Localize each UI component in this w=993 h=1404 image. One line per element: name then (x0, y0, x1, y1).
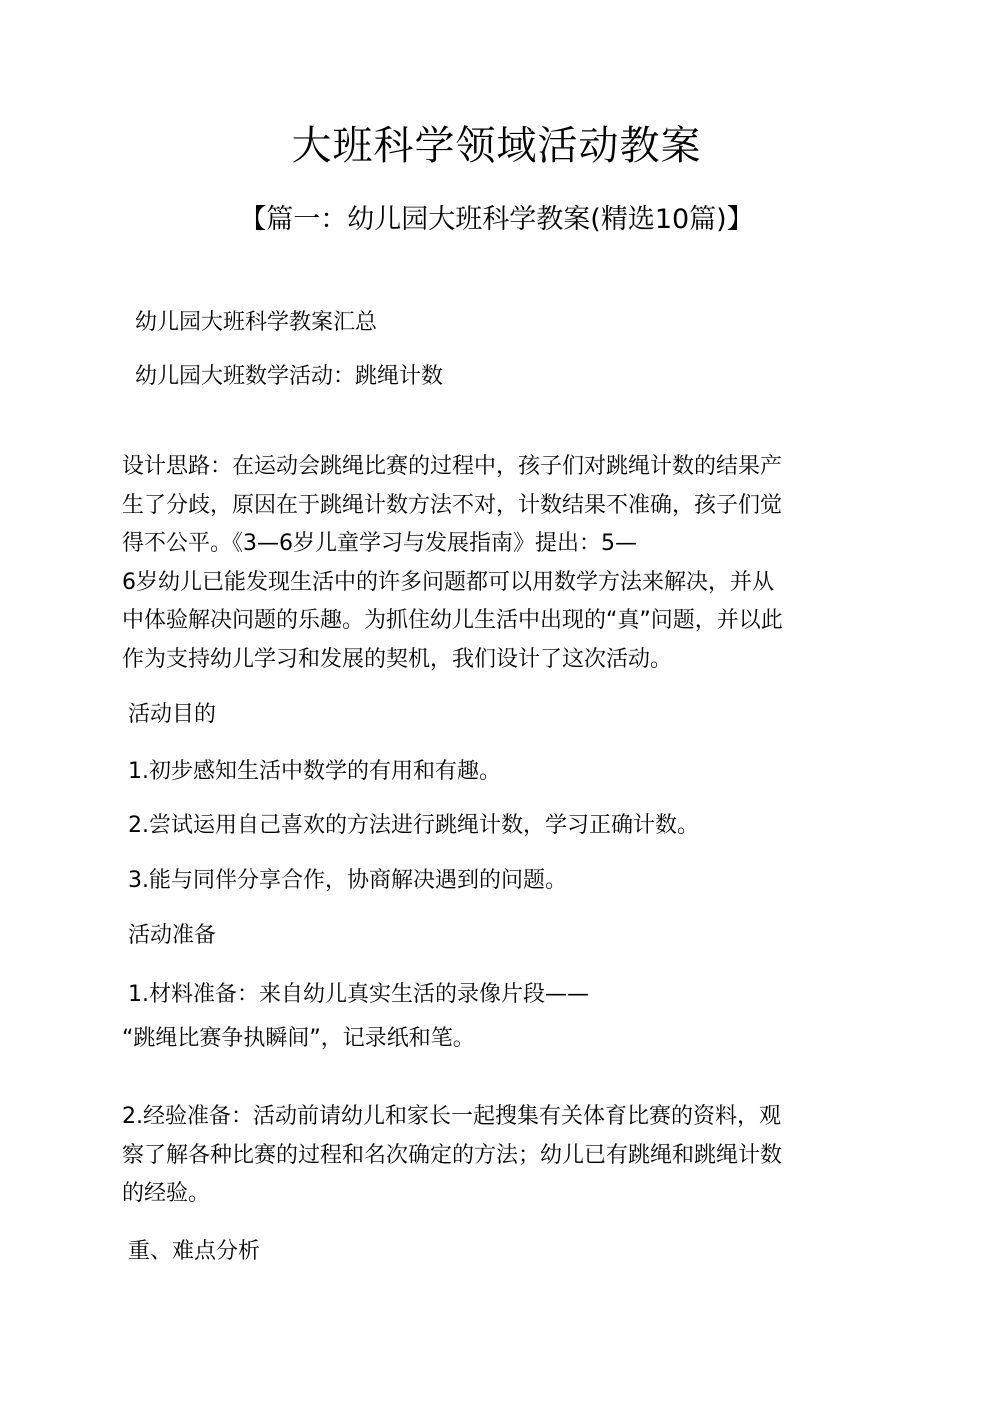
design-idea-line: 设计思路：在运动会跳绳比赛的过程中，孩子们对跳绳计数的结果产 (122, 454, 783, 479)
material-preparation (122, 973, 882, 1061)
activity-title: 幼儿园大班数学活动：跳绳计数 (135, 364, 444, 389)
preparation-heading: 活动准备 (128, 923, 217, 948)
design-idea-line: 生了分歧，原因在于跳绳计数方法不对，计数结果不准确，孩子们觉 (122, 492, 783, 518)
experience-line: 2.经验准备：活动前请幼儿和家长一起搜集有关体育比赛的资料，观 (122, 1104, 781, 1129)
design-idea-line: 作为支持幼儿学习和发展的契机，我们设计了这次活动。 (122, 646, 673, 672)
design-idea-paragraph (122, 448, 882, 679)
experience-line: 的经验。 (122, 1181, 211, 1206)
analysis-heading: 重、难点分析 (128, 1239, 261, 1264)
summary-heading: 幼儿园大班科学教案汇总 (135, 310, 378, 335)
goal-item: 3.能与同伴分享合作，协商解决遇到的问题。 (128, 868, 567, 893)
design-idea-line: 得不公平。《3—6岁儿童学习与发展指南》提出：5— (122, 531, 637, 556)
material-line: 1.材料准备：来自幼儿真实生活的录像片段—— (128, 982, 589, 1007)
goal-item: 2.尝试运用自己喜欢的方法进行跳绳计数，学习正确计数。 (128, 813, 699, 838)
experience-line: 察了解各种比赛的过程和名次确定的方法；幼儿已有跳绳和跳绳计数 (122, 1142, 783, 1168)
experience-preparation (122, 1098, 882, 1214)
goals-heading: 活动目的 (128, 702, 217, 727)
goal-item: 1.初步感知生活中数学的有用和有趣。 (128, 759, 501, 784)
document-subtitle: 【篇一：幼儿园大班科学教案(精选10篇)】 (239, 204, 754, 235)
material-line: “跳绳比赛争执瞬间”，记录纸和笔。 (122, 1026, 475, 1051)
design-idea-line: 中体验解决问题的乐趣。为抓住幼儿生活中出现的“真”问题，并以此 (122, 608, 783, 633)
design-idea-line: 6岁幼儿已能发现生活中的许多问题都可以用数学方法来解决，并从 (122, 569, 774, 595)
document-title: 大班科学领域活动教案 (291, 123, 702, 169)
